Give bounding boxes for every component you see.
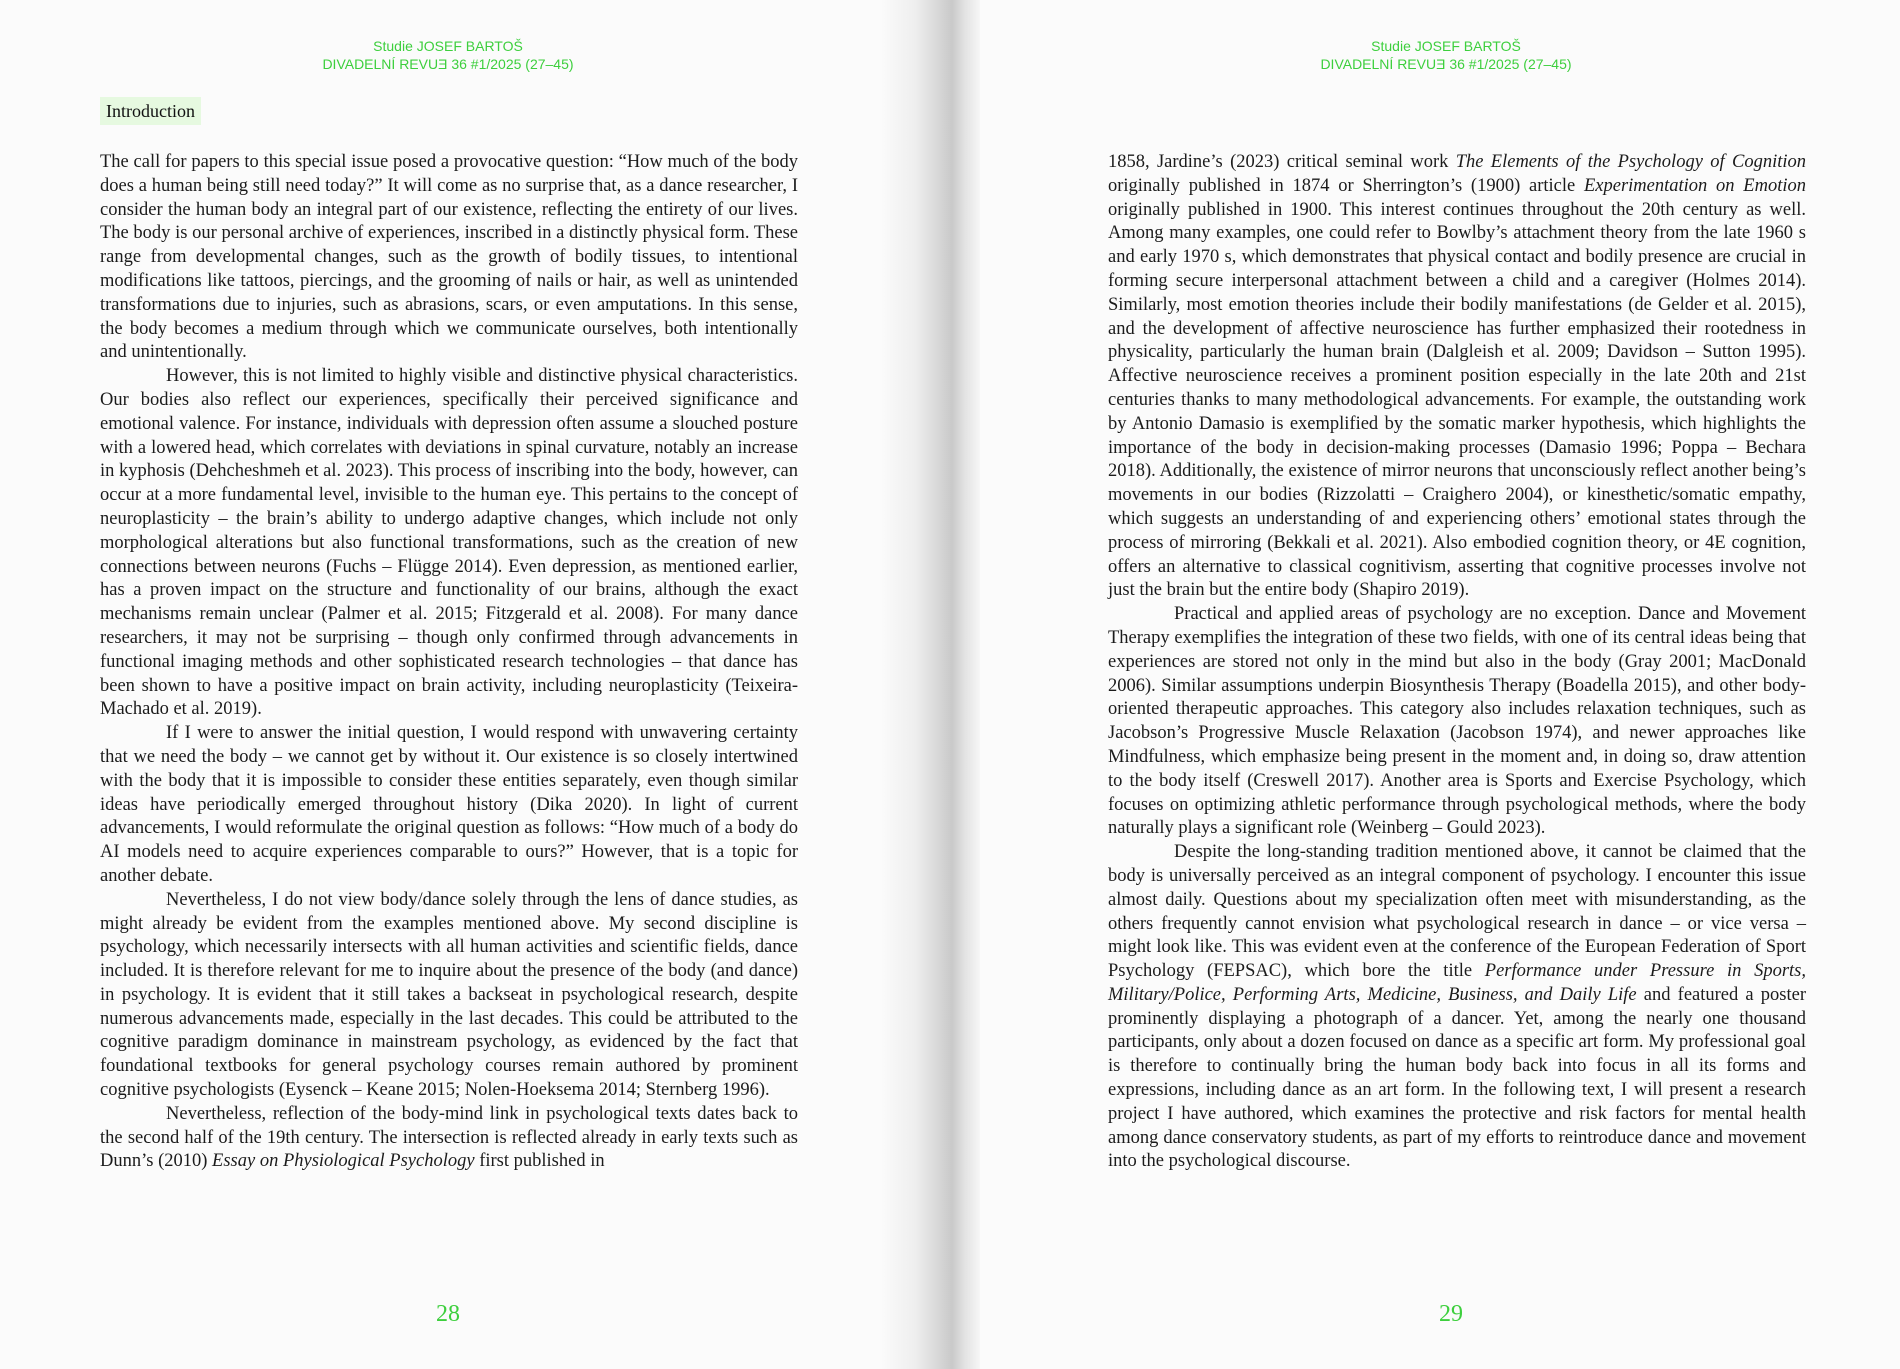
- text-run: 1858, Jardine’s (2023) critical seminal work: [1108, 152, 1456, 172]
- book-title: Essay on Physiological Psychology: [212, 1151, 475, 1172]
- section-title: Introduction: [100, 97, 201, 125]
- running-head-right: [1246, 37, 1646, 73]
- conference-title: Performance under Pressure in Sports, Military/Police, Performing Arts, Medicine, Business, and Daily Life: [1108, 961, 1807, 1005]
- paragraph: [100, 1103, 798, 1174]
- text-run: originally published in 1900. This interest continues throughout the 20th century as well. Among many examples, one could refer to Bowlby’s attachment theory from the late 1960 s and early 1970 s, which demonstrates that physical contact and bodily presence are crucial in forming secure interpersonal attachment between a child and a caregiver (Holmes 2014). Similarly, most emotion theories include their bodily manifestations (de Gelder et al. 2015), and the development of affective neuroscience has further emphasized their rootedness in physicality, particularly the human brain (Dalgleish et al. 2009; Davidson – Sutton 1995). Affective neuroscience receives a prominent position especially in the late 20th and 21st centuries thanks to many methodological advancements. For example, the outstanding work by Antonio Damasio is exemplified by the somatic marker hypothesis, which highlights the importance of the body in decision-making processes (Damasio 1996; Poppa – Bechara 2018). Additionally, the existence of mirror neurons that unconsciously reflect another being’s movements in our bodies (Rizzolatti – Craighero 2004), or kinesthetic/somatic empathy, which suggests an understanding of and experiencing others’ emotional states through the process of mirroring (Bekkali et al. 2021). Also embodied cognition theory, or 4E cognition, offers an alternative to classical cognitivism, asserting that cognitive processes involve not just the brain but the entire body (Shapiro 2019).: [1108, 199, 1806, 601]
- text-run: and featured a poster prominently displaying a photograph of a dancer. Yet, among the nearly one thousand participants, only about a dozen focused on dance as a specific art form. My professional goal is therefore to continually bring the human body back into focus in all its forms and expressions, including dance as an art form. In the following text, I will present a research project I have authored, which examines the protective and risk factors for mental health among dance conservatory students, as part of my efforts to reintroduce dance and movement into the psychological discourse.: [1108, 984, 1806, 1172]
- paragraph: Nevertheless, I do not view body/dance solely through the lens of dance studies, as might already be evident from the examples mentioned above. My second discipline is psychology, which necessarily intersects with all human activities and scientific fields, dance included. It is therefore relevant for me to inquire about the presence of the body (and dance) in psychology. It is evident that it still takes a backseat in psychological research, despite numerous advancements made, especially in the last decades. This could be attributed to the cognitive paradigm dominance in mainstream psychology, as evidenced by the fact that foundational textbooks for general psychology courses remain authored by prominent cognitive psychologists (Eysenck – Keane 2015; Nolen-Hoeksema 2014; Sternberg 1996).: [100, 889, 798, 1101]
- article-title: Experimentation on Emotion: [1583, 175, 1806, 196]
- right-body-text: [1108, 151, 1806, 1174]
- page-number-left: 28: [436, 1301, 460, 1327]
- left-body-text: [100, 151, 798, 1174]
- text-run: originally published in 1874 or Sherrington’s (1900) article: [1108, 175, 1584, 196]
- running-head-journal: DIVADELNÍ REVUƎ 36 #1/2025 (27–45): [1320, 56, 1572, 72]
- paragraph: Practical and applied areas of psychology are no exception. Dance and Movement Therapy exemplifies the integration of these two fields, with one of its central ideas being that experiences are stored not only in the mind but also in the body (Gray 2001; MacDonald 2006). Similar assumptions underpin Biosynthesis Therapy (Boadella 2015), and other body-oriented therapeutic approaches. This category also includes relaxation techniques, such as Jacobson’s Progressive Muscle Relaxation (Jacobson 1974), and newer approaches like Mindfulness, which emphasize being present in the moment and, in doing so, draw attention to the body itself (Creswell 2017). Another area is Sports and Exercise Psychology, which focuses on optimizing athletic performance through psychological methods, where the body naturally plays a significant role (Weinberg – Gould 2023).: [1108, 604, 1806, 839]
- book-title: The Elements of the Psychology of Cognition: [1455, 152, 1806, 172]
- text-run: Despite the long-standing tradition mentioned above, it cannot be claimed that the body is universally perceived as an integral component of psychology. I encounter this issue almost daily. Questions about my specialization often meet with misunderstanding, as the others frequently cannot envision what psychological research in dance – or vice versa – might look like. This was evident even at the conference of the European Federation of Sport Psychology (FEPSAC), which bore the title: [1108, 842, 1806, 982]
- left-page: [0, 0, 940, 1369]
- paragraph: However, this is not limited to highly visible and distinctive physical characteristics. Our bodies also reflect our experiences, specifically their perceived significance and emotional valence. For instance, individuals with depression often assume a slouched posture with a lowered head, which correlates with deviations in spinal curvature, notably an increase in kyphosis (Dehcheshmeh et al. 2023). This process of inscribing into the body, however, can occur at a more fundamental level, invisible to the human eye. This pertains to the concept of neuroplasticity – the brain’s ability to undergo adaptive changes, which include not only morphological alterations but also functional transformations, such as the creation of new connections between neurons (Fuchs – Flügge 2014). Even depression, as mentioned earlier, has a proven impact on the structure and functionality of our brains, although the exact mechanisms remain unclear (Palmer et al. 2015; Fitzgerald et al. 2008). For many dance researchers, it may not be surprising – though only confirmed through advancements in functional imaging methods and other sophisticated research technologies – that dance has been shown to have a positive impact on brain activity, including neuroplasticity (Teixeira-Machado et al. 2019).: [100, 366, 798, 720]
- running-head-journal: DIVADELNÍ REVUƎ 36 #1/2025 (27–45): [322, 56, 574, 72]
- text-run: Nevertheless, reflection of the body-mind link in psychological texts dates back to the second half of the 19th century. The intersection is reflected already in early texts such as Dunn’s (2010): [100, 1103, 798, 1172]
- paragraph: The call for papers to this special issue posed a provocative question: “How much of the body does a human being still need today?” It will come as no surprise that, as a dance researcher, I consider the human body an integral part of our existence, reflecting the entirety of our lives. The body is our personal archive of experiences, inscribed in a distinctly physical form. These range from developmental changes, such as the growth of bodily tissues, to intentional modifications like tattoos, piercings, and the grooming of nails or hair, as well as unintended transformations due to injuries, such as abrasions, scars, or even amputations. In this sense, the body becomes a medium through which we communicate ourselves, both intentionally and unintentionally.: [100, 152, 798, 363]
- page-number-right: 29: [1439, 1301, 1463, 1327]
- running-head-author: Studie JOSEF BARTOŠ: [373, 38, 523, 54]
- paragraph: If I were to answer the initial question, I would respond with unwavering certainty that we need the body – we cannot get by without it. Our existence is so closely intertwined with the body that it is impossible to consider these entities separately, even though similar ideas have periodically emerged throughout history (Dika 2020). In light of current advancements, I would reformulate the original question as follows: “How much of a body do AI models need to acquire experiences comparable to ours?” However, that is a topic for another debate.: [100, 723, 798, 886]
- paragraph: [1108, 151, 1806, 603]
- running-head-left: [248, 37, 648, 73]
- text-run: first published in: [474, 1151, 605, 1172]
- running-head-author: Studie JOSEF BARTOŠ: [1371, 38, 1521, 54]
- paragraph: [1108, 841, 1806, 1174]
- right-page: [950, 0, 1900, 1369]
